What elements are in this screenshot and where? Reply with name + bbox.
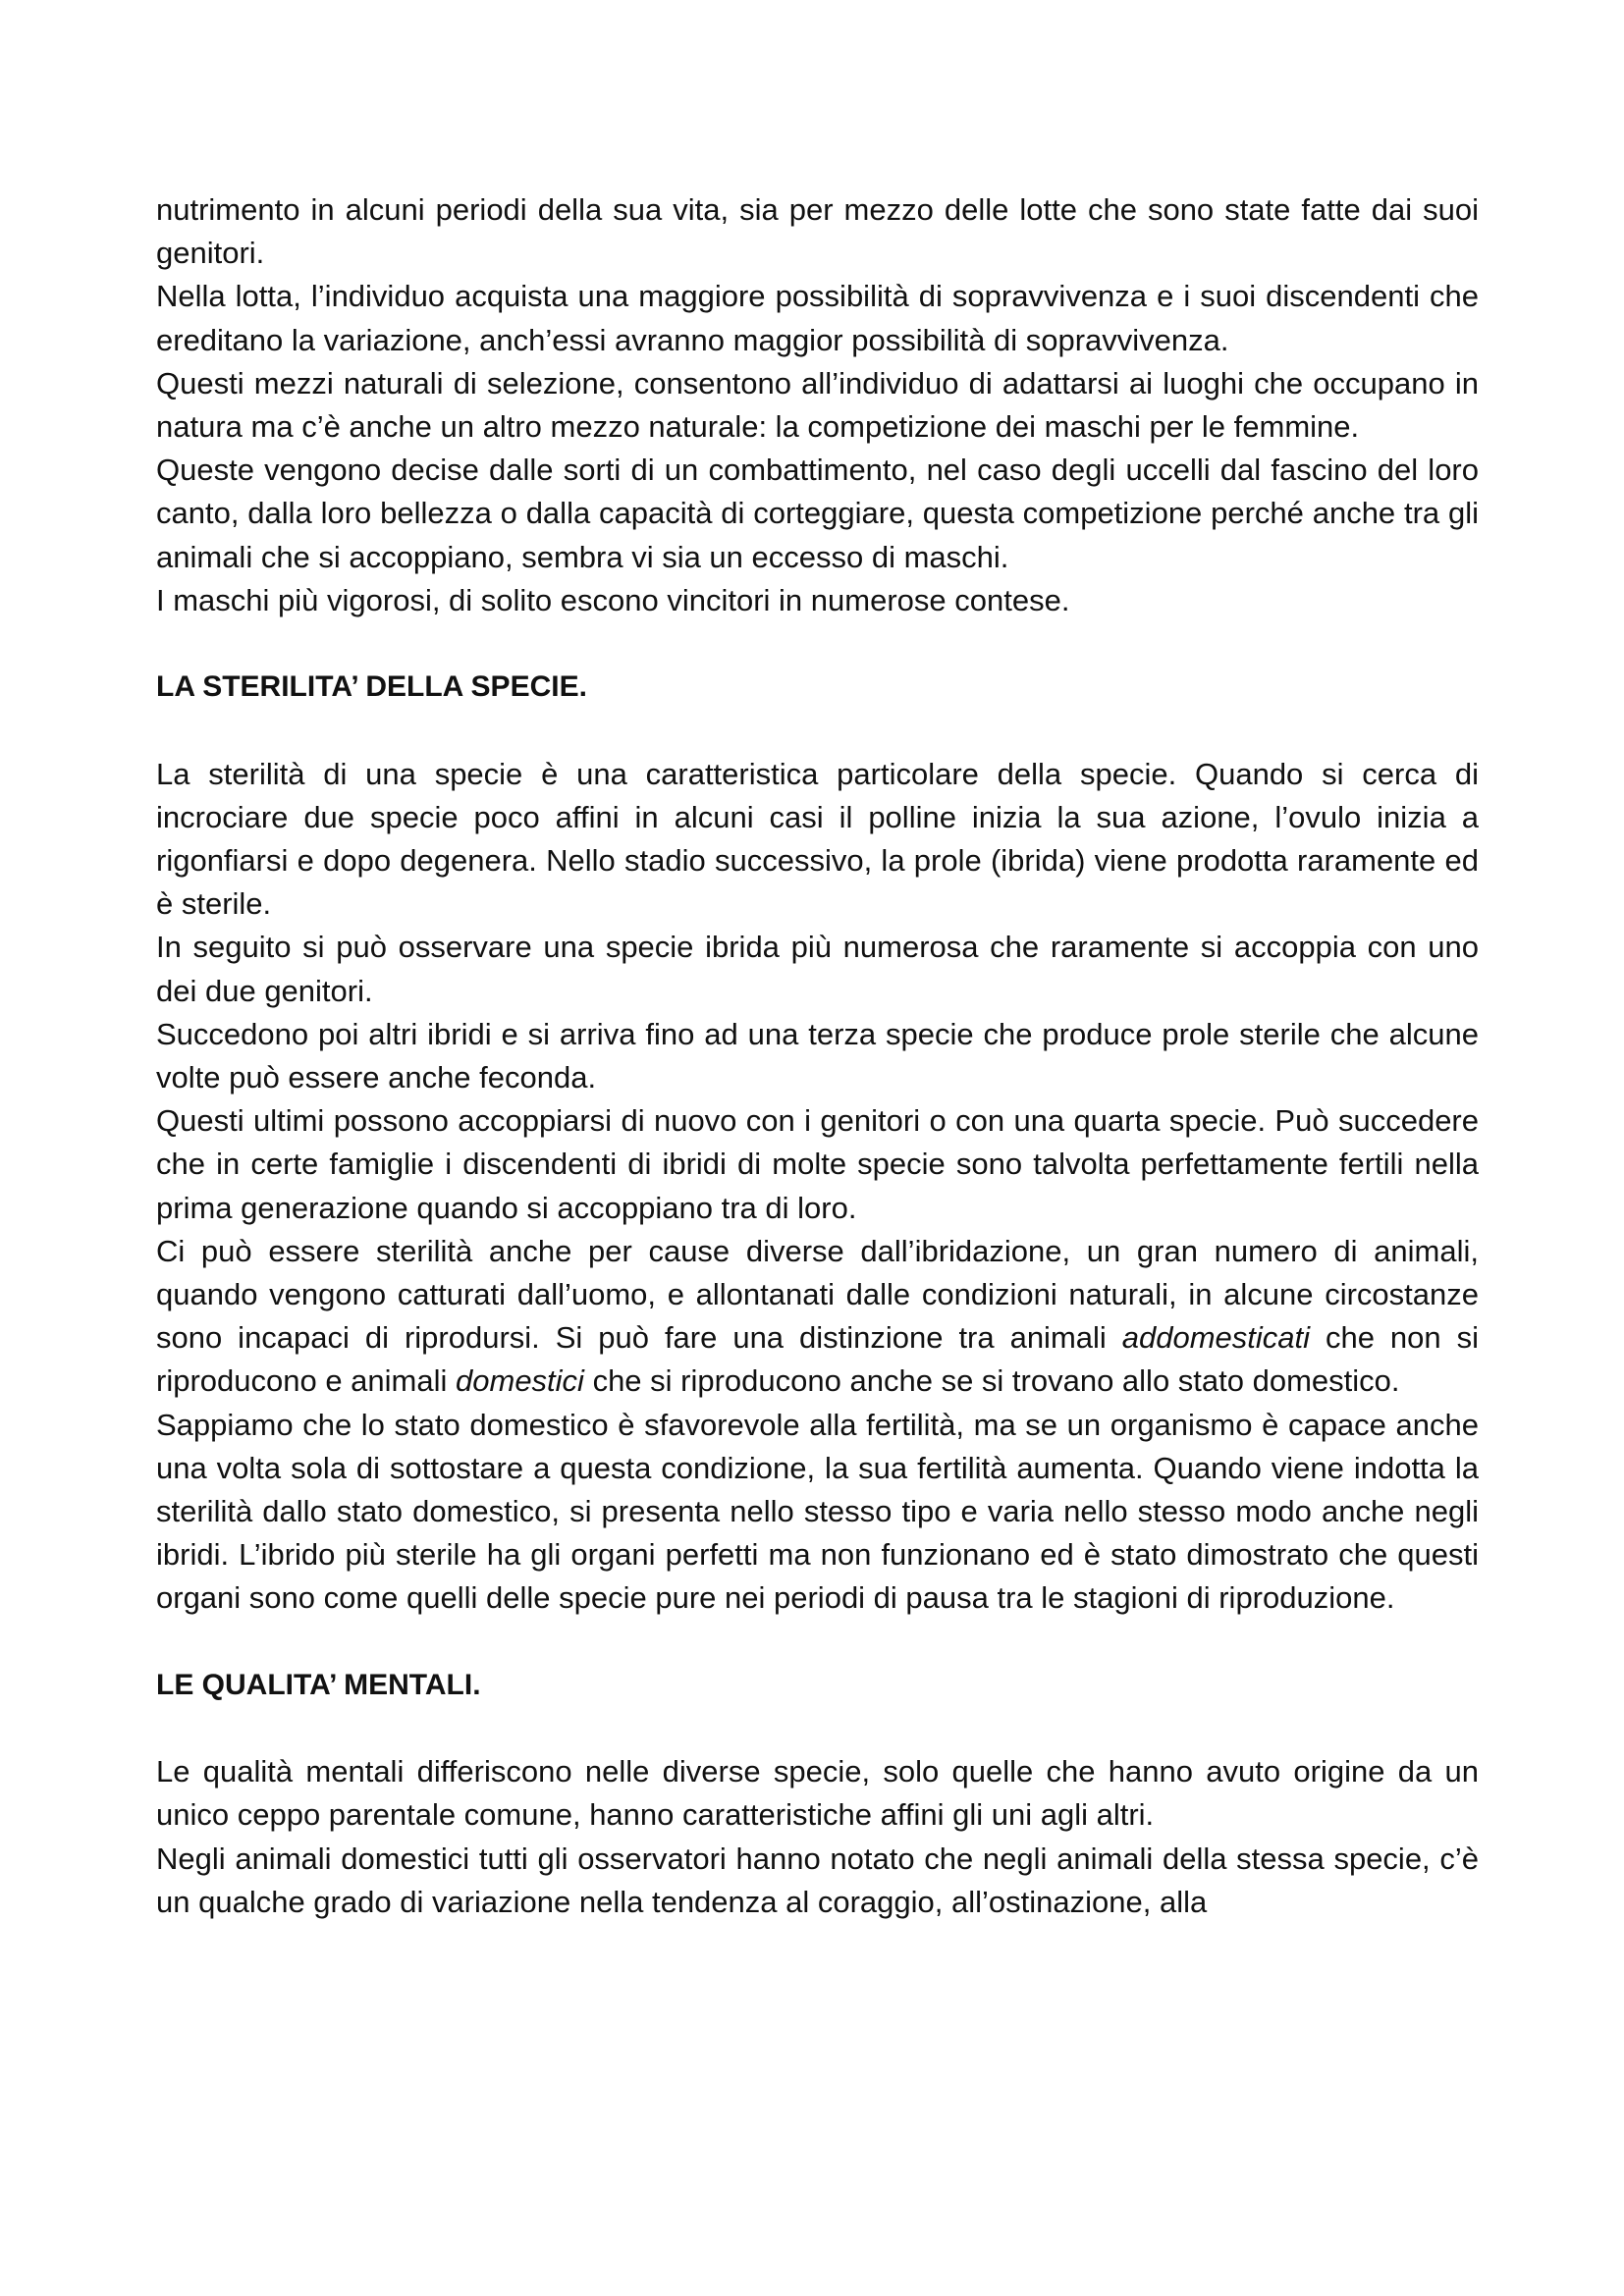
paragraph: I maschi più vigorosi, di solito escono vincitori in numerose contese. <box>156 582 1070 617</box>
paragraph: Sappiamo che lo stato domestico è sfavorevole alla fertilità, ma se un organismo è capace anche una volta sola di sottostare a questa condizione, la sua fertilità aumenta. Quando viene indotta la sterilità dallo stato domestico, si presenta nello stesso tipo e varia nello stesso modo anche negli ibridi. L’ibrido più sterile ha gli organi perfetti ma non funzionano ed è stato dimostrato che questi organi sono come quelli delle specie pure nei periodi di pausa tra le stagioni di riproduzione. <box>156 1407 1479 1616</box>
paragraph: Queste vengono decise dalle sorti di un combattimento, nel caso degli uccelli dal fascino del loro canto, dalla loro bellezza o dalla capacità di corteggiare, questa competizione perché anche tra gli animali che si accoppiano, sembra vi sia un eccesso di maschi. <box>156 453 1479 574</box>
paragraph-text: che non si riproducono e animali <box>156 1320 1479 1399</box>
document-page <box>156 188 1479 1924</box>
paragraph: La sterilità di una specie è una caratteristica particolare della specie. Quando si cerca di incrociare due specie poco affini in alcuni casi il polline inizia la sua azione, l’ovulo inizia a rigonfiarsi e dopo degenera. Nello stadio successivo, la prole (ibrida) viene prodotta raramente ed è sterile. <box>156 756 1479 922</box>
spacer <box>156 709 1479 752</box>
section-heading-qualita-mentali: LE QUALITA’ MENTALI. <box>156 1668 481 1701</box>
paragraph: Nella lotta, l’individuo acquista una maggiore possibilità di sopravvivenza e i suoi discendenti che ereditano la variazione, anch’essi avranno maggior possibilità di sopravvivenza. <box>156 279 1479 357</box>
section-heading-sterilita: LA STERILITA’ DELLA SPECIE. <box>156 670 587 704</box>
paragraph: Le qualità mentali differiscono nelle diverse specie, solo quelle che hanno avuto origine da un unico ceppo parentale comune, hanno caratteristiche affini gli uni agli altri. <box>156 1754 1479 1833</box>
italic-term: domestici <box>456 1363 584 1399</box>
paragraph-text: che si riproducono anche se si trovano allo stato domestico. <box>583 1363 1400 1399</box>
italic-term: addomesticati <box>1121 1320 1311 1356</box>
spacer <box>156 1707 1479 1750</box>
paragraph-text: Ci può essere sterilità anche per cause diverse dall’ibridazione, un gran numero di animali, quando vengono catturati dall’uomo, e allontanati dalle condizioni naturali, in alcune circostanze sono incapaci di riprodursi. Si può fare una distinzione tra animali <box>156 1233 1479 1356</box>
paragraph: Succedono poi altri ibridi e si arriva fino ad una terza specie che produce prole sterile che alcune volte può essere anche feconda. <box>156 1016 1479 1095</box>
paragraph: Questi ultimi possono accoppiarsi di nuovo con i genitori o con una quarta specie. Può succedere che in certe famiglie i discendenti di ibridi di molte specie sono talvolta perfettamente fertili nella prima generazione quando si accoppiano tra di loro. <box>156 1103 1479 1225</box>
paragraph: Questi mezzi naturali di selezione, consentono all’individuo di adattarsi ai luoghi che occupano in natura ma c’è anche un altro mezzo naturale: la competizione dei maschi per le femmine. <box>156 365 1479 445</box>
paragraph <box>156 1230 1479 1404</box>
spacer <box>156 1621 1479 1664</box>
spacer <box>156 622 1479 666</box>
paragraph: Negli animali domestici tutti gli osservatori hanno notato che negli animali della stessa specie, c’è un qualche grado di variazione nella tendenza al coraggio, all’ostinazione, alla <box>156 1841 1479 1919</box>
paragraph: nutrimento in alcuni periodi della sua vita, sia per mezzo delle lotte che sono state fatte dai suoi genitori. <box>156 192 1479 271</box>
paragraph: In seguito si può osservare una specie ibrida più numerosa che raramente si accoppia con uno dei due genitori. <box>156 930 1479 1008</box>
